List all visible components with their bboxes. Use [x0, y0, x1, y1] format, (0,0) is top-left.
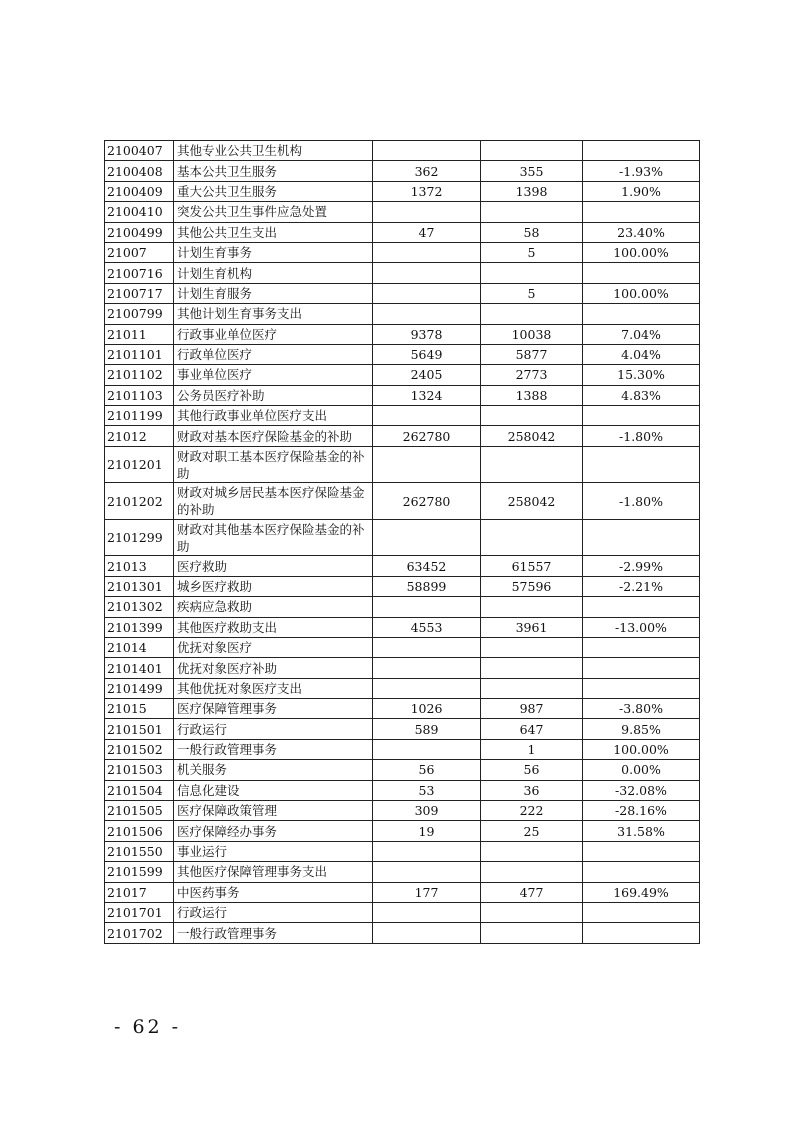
table-row: [105, 483, 700, 520]
change-percent-cell: [583, 637, 700, 657]
table-row: [105, 923, 700, 943]
change-percent-cell: -2.21%: [583, 576, 700, 596]
current-year-value-cell: 56: [481, 760, 583, 780]
item-name-cell: 基本公共卫生服务: [174, 161, 373, 181]
item-name-cell: 重大公共卫生服务: [174, 181, 373, 201]
item-name-cell: 计划生育服务: [174, 283, 373, 303]
item-code-cell: 2101101: [105, 344, 174, 364]
current-year-value-cell: 1: [481, 739, 583, 759]
item-code-cell: 2101202: [105, 483, 174, 520]
table-row: [105, 597, 700, 617]
item-code-cell: 2101103: [105, 385, 174, 405]
prior-year-value-cell: 9378: [373, 324, 481, 344]
item-code-cell: 2100410: [105, 202, 174, 222]
prior-year-value-cell: [373, 678, 481, 698]
change-percent-cell: 0.00%: [583, 760, 700, 780]
prior-year-value-cell: [373, 141, 481, 161]
item-code-cell: 2101199: [105, 406, 174, 426]
prior-year-value-cell: [373, 519, 481, 556]
table-row: [105, 637, 700, 657]
current-year-value-cell: [481, 923, 583, 943]
current-year-value-cell: [481, 519, 583, 556]
prior-year-value-cell: 56: [373, 760, 481, 780]
prior-year-value-cell: 47: [373, 222, 481, 242]
item-code-cell: 2101506: [105, 821, 174, 841]
item-name-cell: 其他公共卫生支出: [174, 222, 373, 242]
current-year-value-cell: 25: [481, 821, 583, 841]
change-percent-cell: 100.00%: [583, 739, 700, 759]
item-name-cell: 其他计划生育事务支出: [174, 304, 373, 324]
change-percent-cell: [583, 446, 700, 483]
item-code-cell: 2101299: [105, 519, 174, 556]
current-year-value-cell: [481, 263, 583, 283]
table-row: [105, 181, 700, 201]
item-name-cell: 其他医疗救助支出: [174, 617, 373, 637]
prior-year-value-cell: 362: [373, 161, 481, 181]
current-year-value-cell: 477: [481, 882, 583, 902]
item-name-cell: 一般行政管理事务: [174, 923, 373, 943]
prior-year-value-cell: 589: [373, 719, 481, 739]
item-code-cell: 21007: [105, 242, 174, 262]
prior-year-value-cell: 5649: [373, 344, 481, 364]
change-percent-cell: [583, 841, 700, 861]
prior-year-value-cell: [373, 739, 481, 759]
change-percent-cell: 100.00%: [583, 283, 700, 303]
table-row: [105, 141, 700, 161]
item-name-cell: 优抚对象医疗补助: [174, 658, 373, 678]
prior-year-value-cell: [373, 923, 481, 943]
item-code-cell: 2100499: [105, 222, 174, 242]
item-name-cell: 财政对城乡居民基本医疗保险基金的补助: [174, 483, 373, 520]
current-year-value-cell: 5: [481, 283, 583, 303]
table-row: [105, 242, 700, 262]
current-year-value-cell: [481, 141, 583, 161]
prior-year-value-cell: [373, 637, 481, 657]
change-percent-cell: [583, 263, 700, 283]
item-code-cell: 21011: [105, 324, 174, 344]
change-percent-cell: [583, 202, 700, 222]
item-code-cell: 2101401: [105, 658, 174, 678]
item-name-cell: 疾病应急救助: [174, 597, 373, 617]
item-code-cell: 2100716: [105, 263, 174, 283]
table-row: [105, 862, 700, 882]
current-year-value-cell: [481, 446, 583, 483]
change-percent-cell: -2.99%: [583, 556, 700, 576]
current-year-value-cell: [481, 597, 583, 617]
item-code-cell: 21012: [105, 426, 174, 446]
change-percent-cell: [583, 658, 700, 678]
item-name-cell: 计划生育机构: [174, 263, 373, 283]
item-name-cell: 医疗保障管理事务: [174, 699, 373, 719]
change-percent-cell: 31.58%: [583, 821, 700, 841]
current-year-value-cell: [481, 304, 583, 324]
item-name-cell: 医疗保障经办事务: [174, 821, 373, 841]
item-code-cell: 2101302: [105, 597, 174, 617]
table-row: [105, 760, 700, 780]
table-row: [105, 222, 700, 242]
change-percent-cell: 1.90%: [583, 181, 700, 201]
table-row: [105, 617, 700, 637]
table-row: [105, 903, 700, 923]
change-percent-cell: [583, 678, 700, 698]
table-row: [105, 780, 700, 800]
item-code-cell: 2100407: [105, 141, 174, 161]
item-name-cell: 行政运行: [174, 719, 373, 739]
item-code-cell: 2101505: [105, 801, 174, 821]
prior-year-value-cell: 1324: [373, 385, 481, 405]
item-code-cell: 2101701: [105, 903, 174, 923]
item-name-cell: 其他医疗保障管理事务支出: [174, 862, 373, 882]
table-row: [105, 385, 700, 405]
prior-year-value-cell: [373, 283, 481, 303]
item-name-cell: 事业单位医疗: [174, 365, 373, 385]
table-row: [105, 304, 700, 324]
item-name-cell: 行政单位医疗: [174, 344, 373, 364]
item-code-cell: 2100408: [105, 161, 174, 181]
item-code-cell: 2101501: [105, 719, 174, 739]
current-year-value-cell: 258042: [481, 483, 583, 520]
table-row: [105, 365, 700, 385]
prior-year-value-cell: [373, 903, 481, 923]
table-row: [105, 678, 700, 698]
item-code-cell: 2100717: [105, 283, 174, 303]
item-code-cell: 2101102: [105, 365, 174, 385]
item-code-cell: 2101550: [105, 841, 174, 861]
item-name-cell: 其他行政事业单位医疗支出: [174, 406, 373, 426]
prior-year-value-cell: [373, 202, 481, 222]
table-row: [105, 324, 700, 344]
current-year-value-cell: [481, 903, 583, 923]
table-row: [105, 556, 700, 576]
item-name-cell: 医疗救助: [174, 556, 373, 576]
change-percent-cell: -1.93%: [583, 161, 700, 181]
current-year-value-cell: [481, 841, 583, 861]
current-year-value-cell: [481, 406, 583, 426]
table-row: [105, 263, 700, 283]
prior-year-value-cell: 63452: [373, 556, 481, 576]
change-percent-cell: 100.00%: [583, 242, 700, 262]
prior-year-value-cell: [373, 263, 481, 283]
item-code-cell: 21013: [105, 556, 174, 576]
change-percent-cell: 15.30%: [583, 365, 700, 385]
current-year-value-cell: 10038: [481, 324, 583, 344]
change-percent-cell: -32.08%: [583, 780, 700, 800]
current-year-value-cell: 58: [481, 222, 583, 242]
change-percent-cell: -1.80%: [583, 426, 700, 446]
table-row: [105, 699, 700, 719]
current-year-value-cell: 3961: [481, 617, 583, 637]
current-year-value-cell: [481, 202, 583, 222]
table-row: [105, 719, 700, 739]
current-year-value-cell: 647: [481, 719, 583, 739]
table-row: [105, 202, 700, 222]
item-name-cell: 公务员医疗补助: [174, 385, 373, 405]
item-name-cell: 行政运行: [174, 903, 373, 923]
table-row: [105, 161, 700, 181]
change-percent-cell: [583, 406, 700, 426]
prior-year-value-cell: [373, 406, 481, 426]
table-row: [105, 344, 700, 364]
change-percent-cell: -28.16%: [583, 801, 700, 821]
item-name-cell: 优抚对象医疗: [174, 637, 373, 657]
item-code-cell: 2101499: [105, 678, 174, 698]
table-row: [105, 406, 700, 426]
current-year-value-cell: 57596: [481, 576, 583, 596]
prior-year-value-cell: 309: [373, 801, 481, 821]
page-number: - 62 -: [114, 1016, 182, 1038]
prior-year-value-cell: 58899: [373, 576, 481, 596]
current-year-value-cell: 222: [481, 801, 583, 821]
current-year-value-cell: 258042: [481, 426, 583, 446]
prior-year-value-cell: [373, 304, 481, 324]
change-percent-cell: 23.40%: [583, 222, 700, 242]
item-name-cell: 行政事业单位医疗: [174, 324, 373, 344]
change-percent-cell: 169.49%: [583, 882, 700, 902]
item-name-cell: 财政对其他基本医疗保险基金的补助: [174, 519, 373, 556]
table-row: [105, 801, 700, 821]
item-code-cell: 21014: [105, 637, 174, 657]
budget-table-body: [105, 141, 700, 944]
item-code-cell: 2101399: [105, 617, 174, 637]
table-row: [105, 426, 700, 446]
change-percent-cell: [583, 597, 700, 617]
prior-year-value-cell: 4553: [373, 617, 481, 637]
item-name-cell: 信息化建设: [174, 780, 373, 800]
item-code-cell: 21017: [105, 882, 174, 902]
table-row: [105, 283, 700, 303]
prior-year-value-cell: [373, 862, 481, 882]
current-year-value-cell: 1398: [481, 181, 583, 201]
item-name-cell: 财政对基本医疗保险基金的补助: [174, 426, 373, 446]
table-row: [105, 658, 700, 678]
change-percent-cell: [583, 903, 700, 923]
prior-year-value-cell: 262780: [373, 426, 481, 446]
change-percent-cell: -3.80%: [583, 699, 700, 719]
change-percent-cell: 7.04%: [583, 324, 700, 344]
item-name-cell: 城乡医疗救助: [174, 576, 373, 596]
table-row: [105, 576, 700, 596]
item-name-cell: 突发公共卫生事件应急处置: [174, 202, 373, 222]
item-name-cell: 中医药事务: [174, 882, 373, 902]
change-percent-cell: -13.00%: [583, 617, 700, 637]
prior-year-value-cell: [373, 841, 481, 861]
item-name-cell: 计划生育事务: [174, 242, 373, 262]
prior-year-value-cell: [373, 242, 481, 262]
budget-table: [104, 140, 700, 944]
item-code-cell: 2100409: [105, 181, 174, 201]
item-code-cell: 21015: [105, 699, 174, 719]
item-code-cell: 2101201: [105, 446, 174, 483]
current-year-value-cell: [481, 678, 583, 698]
prior-year-value-cell: [373, 597, 481, 617]
item-code-cell: 2101599: [105, 862, 174, 882]
prior-year-value-cell: [373, 658, 481, 678]
current-year-value-cell: 987: [481, 699, 583, 719]
item-name-cell: 医疗保障政策管理: [174, 801, 373, 821]
current-year-value-cell: [481, 658, 583, 678]
current-year-value-cell: 61557: [481, 556, 583, 576]
item-name-cell: 一般行政管理事务: [174, 739, 373, 759]
item-code-cell: 2101503: [105, 760, 174, 780]
item-code-cell: 2100799: [105, 304, 174, 324]
item-name-cell: 其他优抚对象医疗支出: [174, 678, 373, 698]
prior-year-value-cell: 2405: [373, 365, 481, 385]
item-code-cell: 2101301: [105, 576, 174, 596]
table-row: [105, 841, 700, 861]
current-year-value-cell: 5877: [481, 344, 583, 364]
change-percent-cell: [583, 862, 700, 882]
current-year-value-cell: 1388: [481, 385, 583, 405]
table-row: [105, 821, 700, 841]
change-percent-cell: -1.80%: [583, 483, 700, 520]
change-percent-cell: [583, 141, 700, 161]
table-row: [105, 519, 700, 556]
current-year-value-cell: 36: [481, 780, 583, 800]
item-code-cell: 2101502: [105, 739, 174, 759]
item-code-cell: 2101702: [105, 923, 174, 943]
item-name-cell: 财政对职工基本医疗保险基金的补助: [174, 446, 373, 483]
current-year-value-cell: [481, 862, 583, 882]
change-percent-cell: [583, 923, 700, 943]
table-row: [105, 739, 700, 759]
prior-year-value-cell: [373, 446, 481, 483]
current-year-value-cell: 2773: [481, 365, 583, 385]
prior-year-value-cell: 1026: [373, 699, 481, 719]
change-percent-cell: 4.83%: [583, 385, 700, 405]
prior-year-value-cell: 53: [373, 780, 481, 800]
current-year-value-cell: 355: [481, 161, 583, 181]
change-percent-cell: 9.85%: [583, 719, 700, 739]
current-year-value-cell: [481, 637, 583, 657]
item-name-cell: 机关服务: [174, 760, 373, 780]
item-name-cell: 事业运行: [174, 841, 373, 861]
item-name-cell: 其他专业公共卫生机构: [174, 141, 373, 161]
table-row: [105, 446, 700, 483]
change-percent-cell: [583, 304, 700, 324]
item-code-cell: 2101504: [105, 780, 174, 800]
prior-year-value-cell: 19: [373, 821, 481, 841]
prior-year-value-cell: 177: [373, 882, 481, 902]
prior-year-value-cell: 262780: [373, 483, 481, 520]
current-year-value-cell: 5: [481, 242, 583, 262]
change-percent-cell: [583, 519, 700, 556]
prior-year-value-cell: 1372: [373, 181, 481, 201]
change-percent-cell: 4.04%: [583, 344, 700, 364]
table-row: [105, 882, 700, 902]
